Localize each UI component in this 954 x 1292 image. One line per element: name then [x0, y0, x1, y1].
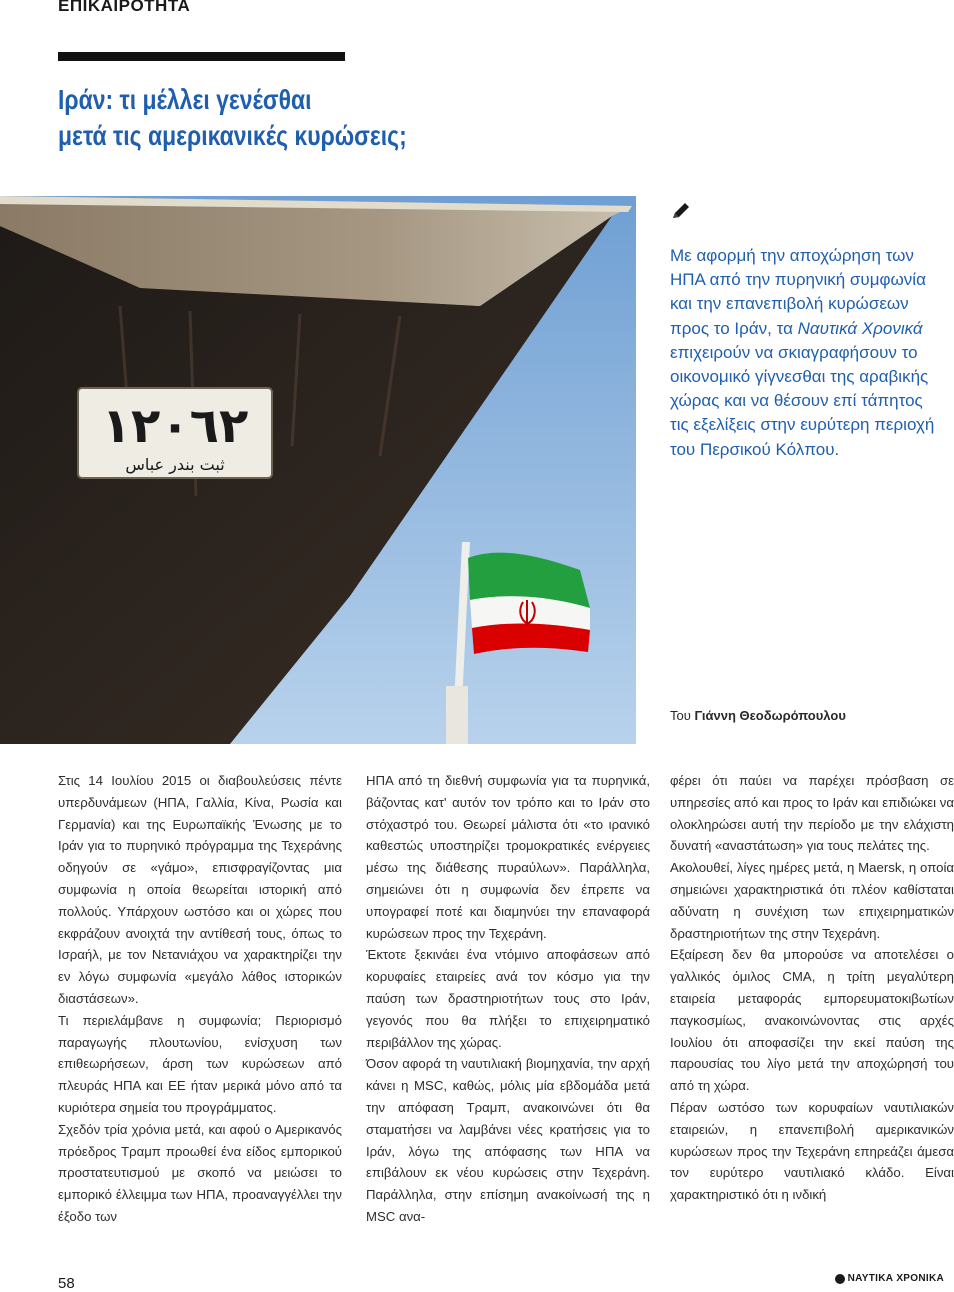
title-rule [58, 52, 345, 61]
paragraph: Τι περιελάμβανε η συμφωνία; Περιορισμό παραγωγής πλουτωνίου, ενίσχυση των επιθεωρήσεων, άρση των κυρώσεων από πλευράς ΗΠΑ και ΕΕ ήταν μερικά μόνο από τα κυριότερα σημεία του προγράμματος. [58, 1012, 342, 1115]
body-column-2 [366, 770, 650, 1228]
byline-author: Γιάννη Θεοδωρόπουλου [694, 708, 846, 723]
body-column-1 [58, 770, 342, 1228]
pencil-icon [670, 200, 692, 222]
article-lede [670, 244, 938, 462]
paragraph: Στις 14 Ιουλίου 2015 οι διαβουλεύσεις πέντε υπερδυνάμεων (ΗΠΑ, Γαλλία, Κίνα, Ρωσία και Γερμανία) και της Ευρωπαϊκής Ένωσης με το Ιράν για το πυρηνικό πρόγραμμα της Τεχεράνης οδηγούν σε «γάμο», επισφραγίζοντας μια συμφωνία η οποία θεωρείται ιστορική από πολλούς. Υπάρχουν ωστόσο και οι χώρες που εκφράζουν ανοιχτά την αντίθεσή τους, όπως το Ισραήλ, με τον Νετανιάχου να χαρακτηρίζει την εν λόγω συμφωνία «μεγάλο λάθος ιστορικών διαστάσεων». [58, 773, 342, 1006]
article-title [58, 82, 435, 154]
paragraph: ΗΠΑ από τη διεθνή συμφωνία για τα πυρηνικά, βάζοντας κατ' αυτόν τον τρόπο και το Ιράν στο στόχαστρό του. Θεωρεί μάλιστα ότι «το ιρανικό καθεστώς υποστηρίζει τρομοκρατικές ενέργειες μέσω της διάθεσης πυραύλων». Παράλληλα, σημειώνει ότι η συμφωνία δεν έπρεπε να υπογραφεί ποτέ και διαμηνύει την επαναφορά κυρώσεων προς την Τεχεράνη. [366, 773, 650, 941]
article-photo [0, 196, 636, 744]
byline [670, 708, 938, 723]
paragraph: Πέραν ωστόσο των κορυφαίων ναυτιλιακών εταιρειών, η επανεπιβολή αμερικανικών κυρώσεων προς την Τεχεράνη επηρεάζει άμεσα τον ευρύτερο ναυτιλιακό κλάδο. Είναι χαρακτηριστικό ότι η ινδική [670, 1099, 954, 1203]
section-label: ΕΠΙΚΑΙΡΟΤΗΤΑ [58, 0, 191, 15]
byline-prefix: Του [670, 708, 691, 723]
iran-flag [468, 553, 590, 654]
paragraph: Σχεδόν τρία χρόνια μετά, και αφού ο Αμερικανός πρόεδρος Τραμπ προωθεί ένα είδος εμπορικού προστατευτισμού με σκοπό να μειώσει το εμπορικό έλλειμμα των ΗΠΑ, προαναγγέλλει την έξοδο των [58, 1121, 342, 1224]
lede-publication-name: Ναυτικά Χρονικά [797, 318, 923, 338]
paragraph: Έκτοτε ξεκινάει ένα ντόμινο αποφάσεων από κορυφαίες εταιρείες ανά τον κόσμο για την παύση των δραστηριοτήτων τους στο Ιράν, γεγονός που θα πλήξει το επιχειρηματικό περιβάλλον της χώρας. [366, 947, 650, 1050]
article-title-line-1: Ιράν: τι μέλλει γενέσθαι [58, 84, 312, 115]
registration-plate [78, 388, 272, 478]
body-column-3 [670, 770, 954, 1206]
page-number: 58 [58, 1275, 75, 1292]
footer-brand [835, 1273, 944, 1284]
paragraph: Ακολουθεί, λίγες ημέρες μετά, η Maersk, η οποία σημειώνει χαρακτηριστικά ότι πλέον καθίσταται αδύνατη η συνέχιση των επιχειρηματικών δραστηριοτήτων της στην Τεχεράνη. [670, 860, 954, 941]
lede-part-2: επιχειρούν να σκιαγραφήσουν το οικονομικό γίγνεσθαι της αραβικής χώρας και να θέσουν επί τάπητος τις εξελίξεις στην ευρύτερη περιοχή του Περσικού Κόλπου. [670, 342, 935, 459]
flag-pole-base [446, 686, 468, 744]
paragraph: Όσον αφορά τη ναυτιλιακή βιομηχανία, την αρχή κάνει η MSC, καθώς, μόλις μία εβδομάδα μετά την απόφαση Τραμπ, ανακοινώνει ότι θα σταματήσει να λαμβάνει νέες κρατήσεις για το Ιράν, λόγω της απόφασης των ΗΠΑ να επιβάλουν εκ νέου κυρώσεις στην Τεχεράνη. Παράλληλα, στην επίσημη ανακοίνωσή της η MSC ανα- [366, 1056, 650, 1224]
plate-number: ١٢٠٦٢ [101, 398, 249, 454]
lede-part-1: Με αφορμή την αποχώρηση των ΗΠΑ από την πυρηνική συμφωνία και την επανεπιβολή κυρώσεων προς το Ιράν, τα [670, 246, 926, 338]
brand-logo-icon [835, 1274, 845, 1284]
paragraph: φέρει ότι παύει να παρέχει πρόσβαση σε υπηρεσίες από και προς το Ιράν και επιδιώκει να ολοκληρώσει αυτή την περίοδο με την ελάχιστη δυνατή «αναστάτωση» για τους πελάτες της. [670, 773, 954, 854]
ship-bow-flag-illustration [0, 196, 636, 744]
footer-brand-name: ΝΑΥΤΙΚΑ ΧΡΟΝΙΚΑ [847, 1273, 944, 1284]
paragraph: Εξαίρεση δεν θα μπορούσε να αποτελέσει ο γαλλικός όμιλος CMA, η τρίτη μεγαλύτερη εταιρεία μεταφοράς εμπορευματοκιβωτίων παγκοσμίως, ανακοινώνοντας στις αρχές Ιουλίου ότι αποφασίζει την εκεί παύση της παρουσίας του λίγο μετά την αποχώρησή του από τη χώρα. [670, 947, 954, 1094]
plate-port: ثبت بندر عباس [125, 455, 225, 474]
article-title-line-2: μετά τις αμερικανικές κυρώσεις; [58, 120, 407, 151]
